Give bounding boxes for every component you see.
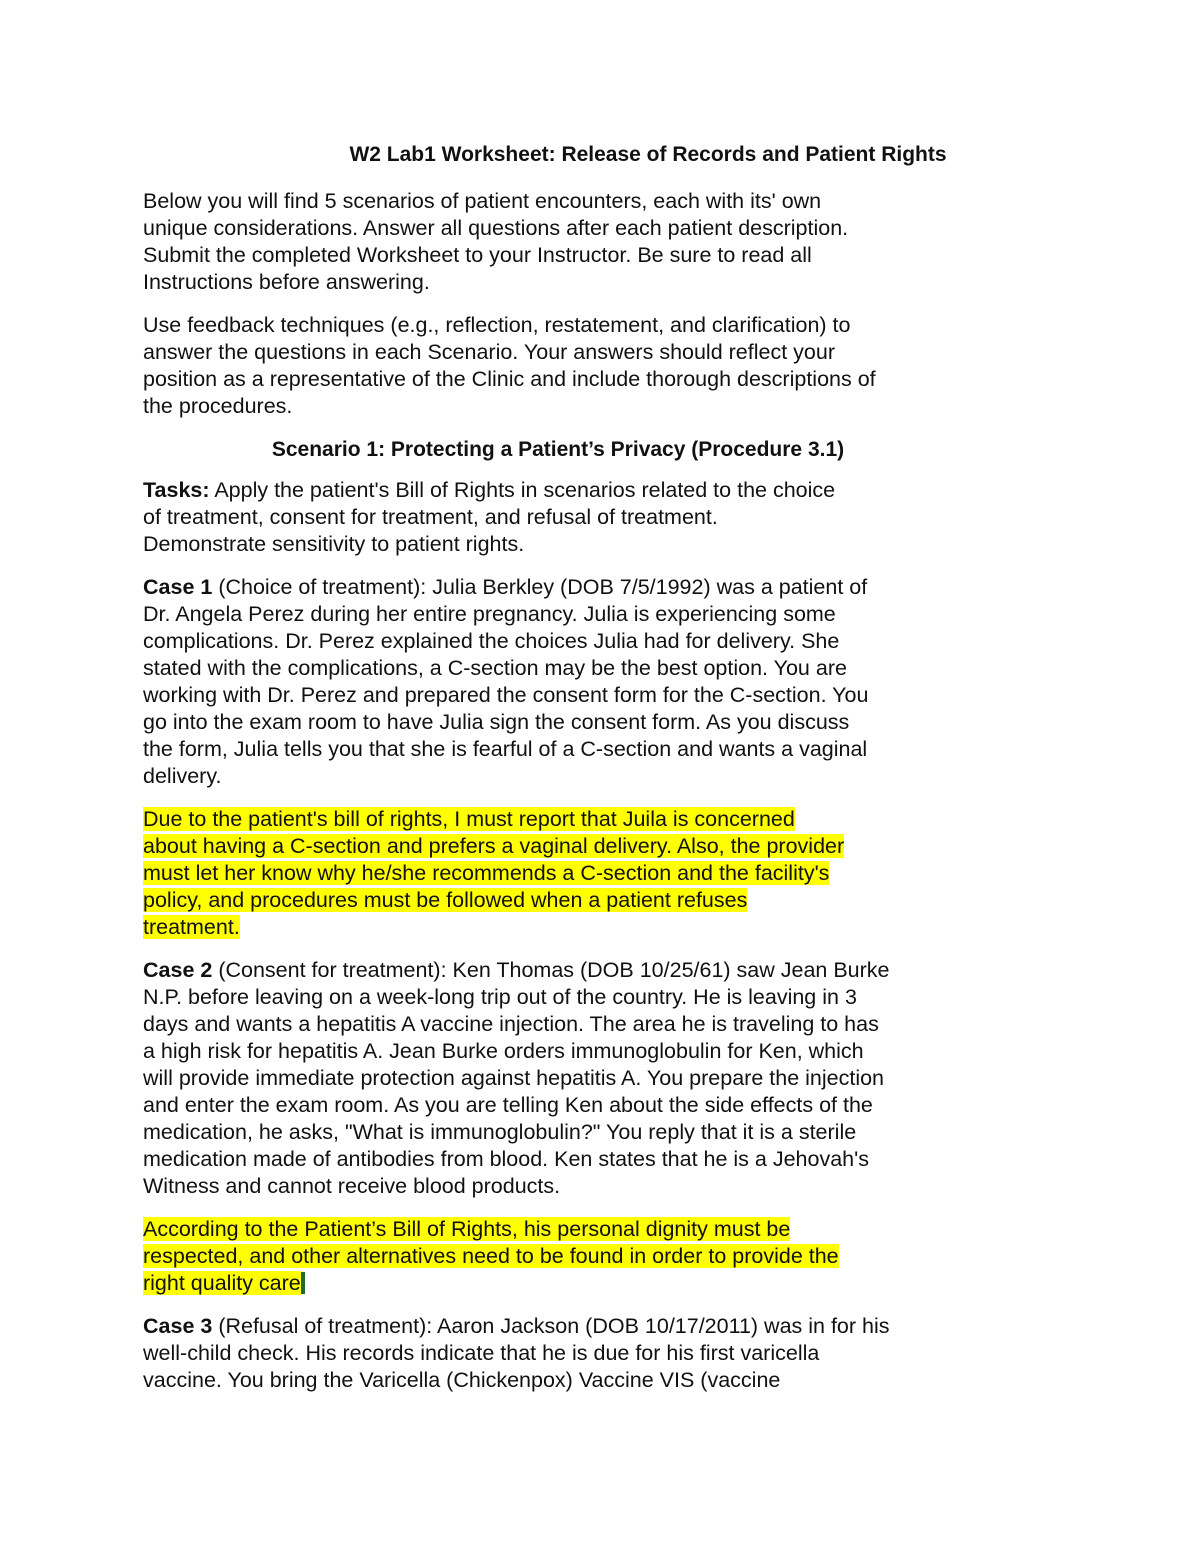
- intro-line: Submit the completed Worksheet to your Instructor. Be sure to read all: [143, 243, 812, 267]
- scenario-heading: Scenario 1: Protecting a Patient’s Privacy (Procedure 3.1): [271, 438, 845, 461]
- case1-answer-line: [143, 833, 973, 860]
- document-title: W2 Lab1 Worksheet: Release of Records and Patient Rights: [349, 143, 947, 166]
- feedback-line: Use feedback techniques (e.g., reflection, restatement, and clarification) to: [143, 313, 851, 337]
- tasks-line: Demonstrate sensitivity to patient rights.: [143, 532, 525, 556]
- case3-line: vaccine. You bring the Varicella (Chickenpox) Vaccine VIS (vaccine: [143, 1368, 781, 1392]
- case2-answer-line: [143, 1270, 973, 1297]
- tasks-line: [143, 477, 973, 504]
- case2-line: [143, 957, 973, 984]
- case1-answer-line: [143, 914, 973, 941]
- case1-answer-line: [143, 887, 973, 914]
- case2-text: (Consent for treatment): Ken Thomas (DOB 10/25/61) saw Jean Burke: [212, 958, 890, 982]
- case1-line: complications. Dr. Perez explained the choices Julia had for delivery. She: [143, 629, 840, 653]
- case1-answer-line: [143, 806, 973, 833]
- highlighted-text: must let her know why he/she recommends a C-section and the facility's: [143, 861, 830, 885]
- case1-label: Case 1: [143, 575, 213, 599]
- case2-line: medication, he asks, "What is immunoglobulin?" You reply that it is a sterile: [143, 1120, 857, 1144]
- case2-line: Witness and cannot receive blood products.: [143, 1174, 561, 1198]
- case2-line: medication made of antibodies from blood. Ken states that he is a Jehovah's: [143, 1147, 869, 1171]
- tasks-label: Tasks:: [143, 478, 210, 502]
- case3-label: Case 3: [143, 1314, 213, 1338]
- case2-answer-line: [143, 1216, 973, 1243]
- document-body: [143, 140, 973, 1410]
- highlighted-text: According to the Patient’s Bill of Rights, his personal dignity must be: [143, 1217, 791, 1241]
- highlighted-text: policy, and procedures must be followed when a patient refuses: [143, 888, 748, 912]
- case1-line: working with Dr. Perez and prepared the consent form for the C-section. You: [143, 683, 869, 707]
- case2-line: N.P. before leaving on a week-long trip out of the country. He is leaving in 3: [143, 985, 857, 1009]
- case2-line: a high risk for hepatitis A. Jean Burke orders immunoglobulin for Ken, which: [143, 1039, 864, 1063]
- case2-label: Case 2: [143, 958, 213, 982]
- case1-line: Dr. Angela Perez during her entire pregnancy. Julia is experiencing some: [143, 602, 836, 626]
- case2-answer[interactable]: [143, 1216, 973, 1297]
- highlighted-text: treatment.: [143, 915, 240, 939]
- highlighted-text: Due to the patient's bill of rights, I must report that Juila is concerned: [143, 807, 795, 831]
- intro-line: Instructions before answering.: [143, 270, 430, 294]
- case3-text: (Refusal of treatment): Aaron Jackson (DOB 10/17/2011) was in for his: [212, 1314, 890, 1338]
- case2-line: days and wants a hepatitis A vaccine injection. The area he is traveling to has: [143, 1012, 879, 1036]
- intro-paragraph: [143, 188, 973, 296]
- text-cursor: [301, 1272, 305, 1294]
- case3-line: well-child check. His records indicate that he is due for his first varicella: [143, 1341, 820, 1365]
- case1-paragraph: [143, 574, 973, 790]
- feedback-line: the procedures.: [143, 394, 293, 418]
- tasks-line: of treatment, consent for treatment, and refusal of treatment.: [143, 505, 718, 529]
- highlighted-text: about having a C-section and prefers a vaginal delivery. Also, the provider: [143, 834, 845, 858]
- highlighted-text: right quality care: [143, 1271, 301, 1295]
- case1-line: stated with the complications, a C-section may be the best option. You are: [143, 656, 847, 680]
- case2-paragraph: [143, 957, 973, 1200]
- feedback-line: answer the questions in each Scenario. Your answers should reflect your: [143, 340, 835, 364]
- feedback-line: position as a representative of the Clinic and include thorough descriptions of: [143, 367, 876, 391]
- case1-line: [143, 574, 973, 601]
- case1-answer-line: [143, 860, 973, 887]
- case2-answer-line: [143, 1243, 973, 1270]
- case3-paragraph: [143, 1313, 973, 1394]
- tasks-text: Apply the patient's Bill of Rights in scenarios related to the choice: [209, 478, 836, 502]
- tasks-paragraph: [143, 477, 973, 558]
- case3-line: [143, 1313, 973, 1340]
- highlighted-text: respected, and other alternatives need to be found in order to provide the: [143, 1244, 839, 1268]
- intro-line: Below you will find 5 scenarios of patient encounters, each with its' own: [143, 189, 822, 213]
- intro-line: unique considerations. Answer all questions after each patient description.: [143, 216, 849, 240]
- case1-line: the form, Julia tells you that she is fearful of a C-section and wants a vaginal: [143, 737, 868, 761]
- feedback-paragraph: [143, 312, 973, 420]
- case1-line: delivery.: [143, 764, 222, 788]
- case2-line: will provide immediate protection against hepatitis A. You prepare the injection: [143, 1066, 885, 1090]
- case2-line: and enter the exam room. As you are telling Ken about the side effects of the: [143, 1093, 873, 1117]
- case1-line: go into the exam room to have Julia sign the consent form. As you discuss: [143, 710, 850, 734]
- case1-answer[interactable]: [143, 806, 973, 941]
- case1-text: (Choice of treatment): Julia Berkley (DOB 7/5/1992) was a patient of: [212, 575, 868, 599]
